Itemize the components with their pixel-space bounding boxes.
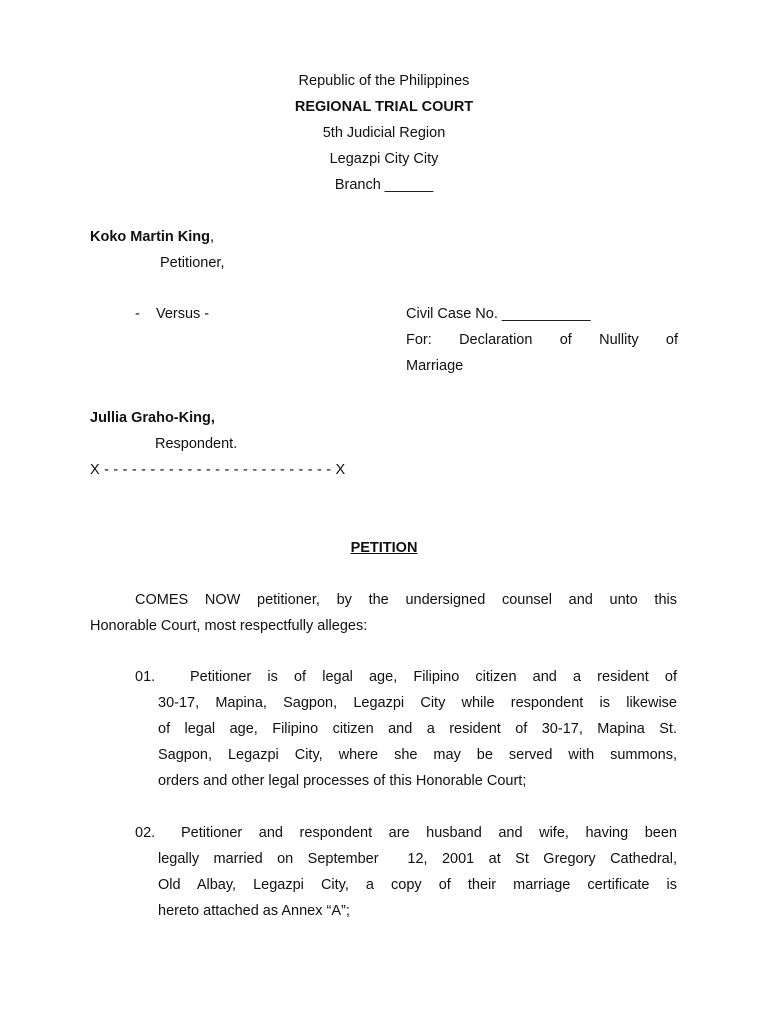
paragraph-01-line: orders and other legal processes of this Honorable Court; <box>158 773 527 789</box>
paragraph-02-first-line: Petitioner and respondent are husband and wife, having been <box>181 825 677 841</box>
paragraph-02-line: hereto attached as Annex “A”; <box>158 903 350 919</box>
versus-label: - Versus - <box>135 306 210 322</box>
petitioner-name: Koko Martin King <box>90 229 211 245</box>
paragraph-01-line: of legal age, Filipino citizen and a resident of 30-17, Mapina St. <box>158 721 677 737</box>
case-for-line2: Marriage <box>406 358 464 374</box>
header-republic: Republic of the Philippines <box>298 73 470 89</box>
case-for-line1: For: Declaration of Nullity of <box>406 332 678 348</box>
paragraph-02-line: legally married on September 12, 2001 at St Gregory Cathedral, <box>158 851 677 867</box>
petitioner-comma: , <box>210 229 215 245</box>
civil-case-number: Civil Case No. ___________ <box>406 306 591 322</box>
petitioner-role: Petitioner, <box>160 255 225 271</box>
paragraph-01-first-line: Petitioner is of legal age, Filipino citizen and a resident of <box>190 669 677 685</box>
paragraph-02-number: 02. <box>135 825 156 841</box>
document-title: PETITION <box>350 540 418 556</box>
petitioner-line <box>90 224 214 250</box>
intro-line2: Honorable Court, most respectfully alleges: <box>90 618 368 634</box>
paragraph-01-line: Sagpon, Legazpi City, where she may be served with summons, <box>158 747 677 763</box>
header-city: Legazpi City City <box>329 151 439 167</box>
paragraph-01-line: 30-17, Mapina, Sagpon, Legazpi City while respondent is likewise <box>158 695 677 711</box>
header-branch: Branch ______ <box>334 177 434 193</box>
header-region: 5th Judicial Region <box>322 125 446 141</box>
respondent-role: Respondent. <box>155 436 238 452</box>
respondent-name: Jullia Graho-King, <box>90 410 215 426</box>
caption-separator: X - - - - - - - - - - - - - - - - - - - - - - - - - X <box>90 462 346 478</box>
paragraph-02-line: Old Albay, Legazpi City, a copy of their marriage certificate is <box>158 877 677 893</box>
intro-line1: COMES NOW petitioner, by the undersigned counsel and unto this <box>135 592 677 608</box>
header-court: REGIONAL TRIAL COURT <box>294 99 474 115</box>
paragraph-01-number: 01. <box>135 669 156 685</box>
